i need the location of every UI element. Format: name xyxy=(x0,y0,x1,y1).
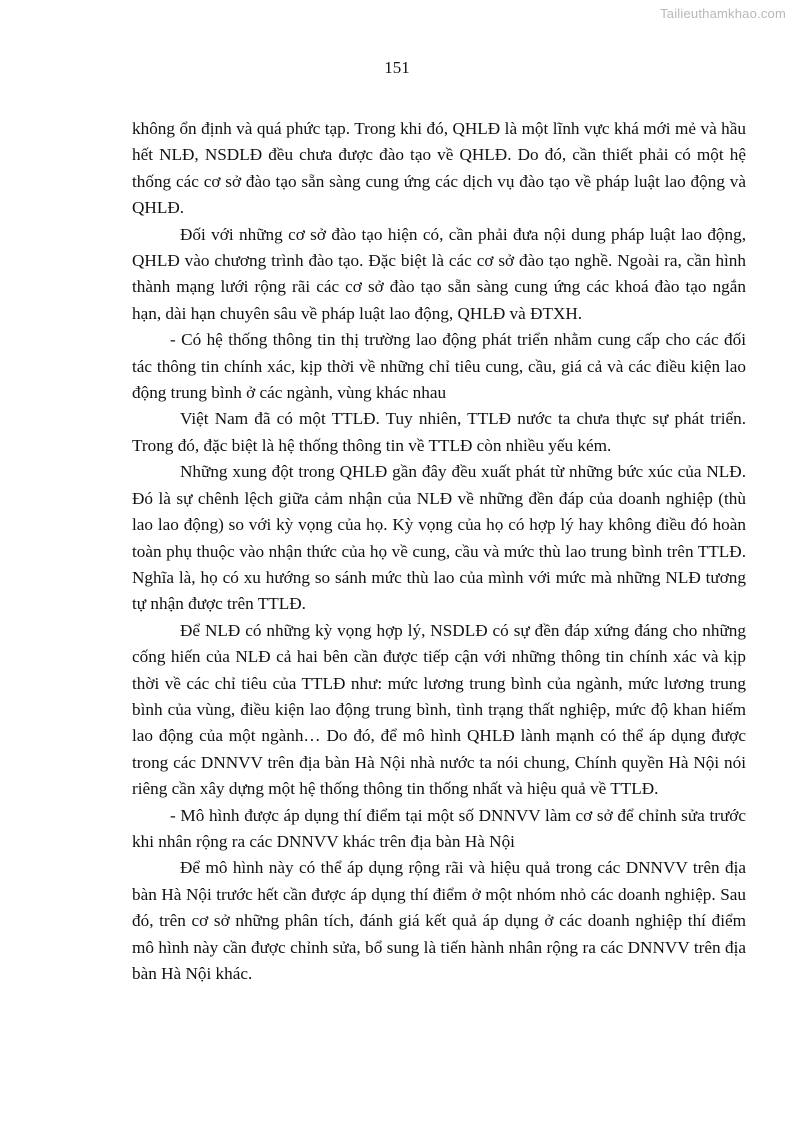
paragraph: Việt Nam đã có một TTLĐ. Tuy nhiên, TTLĐ nước ta chưa thực sự phát triển. Trong đó, đặc biệt là hệ thống thông tin về TTLĐ còn nhiều yếu kém. xyxy=(132,409,746,455)
paragraph: Những xung đột trong QHLĐ gần đây đều xuất phát từ những bức xúc của NLĐ. Đó là sự chênh lệch giữa cảm nhận của NLĐ về những đền đáp của doanh nghiệp (thù lao lao động) so với kỳ vọng của họ. Kỳ vọng của họ có hợp lý hay không điều đó hoàn toàn phụ thuộc vào nhận thức của họ về cung, cầu và mức thù lao trung bình trên TTLĐ. Nghĩa là, họ có xu hướng so sánh mức thù lao của mình với mức mà những NLĐ tương tự nhận được trên TTLĐ. xyxy=(132,462,746,614)
document-body xyxy=(132,116,746,987)
paragraph: không ổn định và quá phức tạp. Trong khi đó, QHLĐ là một lĩnh vực khá mới mẻ và hầu hết NLĐ, NSDLĐ đều chưa được đào tạo về QHLĐ. Do đó, cần thiết phải có một hệ thống các cơ sở đào tạo sẵn sàng cung ứng các dịch vụ đào tạo về pháp luật lao động và QHLĐ. xyxy=(132,119,746,218)
bullet-paragraph: - Có hệ thống thông tin thị trường lao động phát triển nhằm cung cấp cho các đối tác thông tin chính xác, kịp thời về những chỉ tiêu cung, cầu, giá cả và các điều kiện lao động trung bình ở các ngành, vùng khác nhau xyxy=(132,330,746,403)
watermark: Tailieuthamkhao.com xyxy=(660,6,786,21)
bullet-paragraph: - Mô hình được áp dụng thí điểm tại một số DNNVV làm cơ sở để chỉnh sửa trước khi nhân rộng ra các DNNVV khác trên địa bàn Hà Nội xyxy=(132,805,746,851)
paragraph: Để NLĐ có những kỳ vọng hợp lý, NSDLĐ có sự đền đáp xứng đáng cho những cống hiến của NLĐ cả hai bên cần được tiếp cận với những thông tin chính xác và kịp thời về các chỉ tiêu của TTLĐ như: mức lương trung bình của ngành, mức lương trung bình của vùng, điều kiện lao động trung bình, tình trạng thất nghiệp, mức độ khan hiếm lao động của một ngành… Do đó, để mô hình QHLĐ lành mạnh có thể áp dụng được trong các DNNVV trên địa bàn Hà Nội nhà nước ta nói chung, Chính quyền Hà Nội nói riêng cần xây dựng một hệ thống thông tin thống nhất và hiệu quả về TTLĐ. xyxy=(132,620,746,799)
page-number: 151 xyxy=(384,58,410,77)
paragraph: Để mô hình này có thể áp dụng rộng rãi và hiệu quả trong các DNNVV trên địa bàn Hà Nội trước hết cần được áp dụng thí điểm ở một nhóm nhỏ các doanh nghiệp. Sau đó, trên cơ sở những phân tích, đánh giá kết quả áp dụng ở các doanh nghiệp thí điểm mô hình này cần được chỉnh sửa, bổ sung là tiến hành nhân rộng ra các DNNVV trên địa bàn Hà Nội khác. xyxy=(132,858,746,983)
paragraph: Đối với những cơ sở đào tạo hiện có, cần phải đưa nội dung pháp luật lao động, QHLĐ vào chương trình đào tạo. Đặc biệt là các cơ sở đào tạo nghề. Ngoài ra, cần hình thành mạng lưới rộng rãi các cơ sở đào tạo sẵn sàng cung ứng các khoá đào tạo ngắn hạn, dài hạn chuyên sâu về pháp luật lao động, QHLĐ và ĐTXH. xyxy=(132,224,746,323)
